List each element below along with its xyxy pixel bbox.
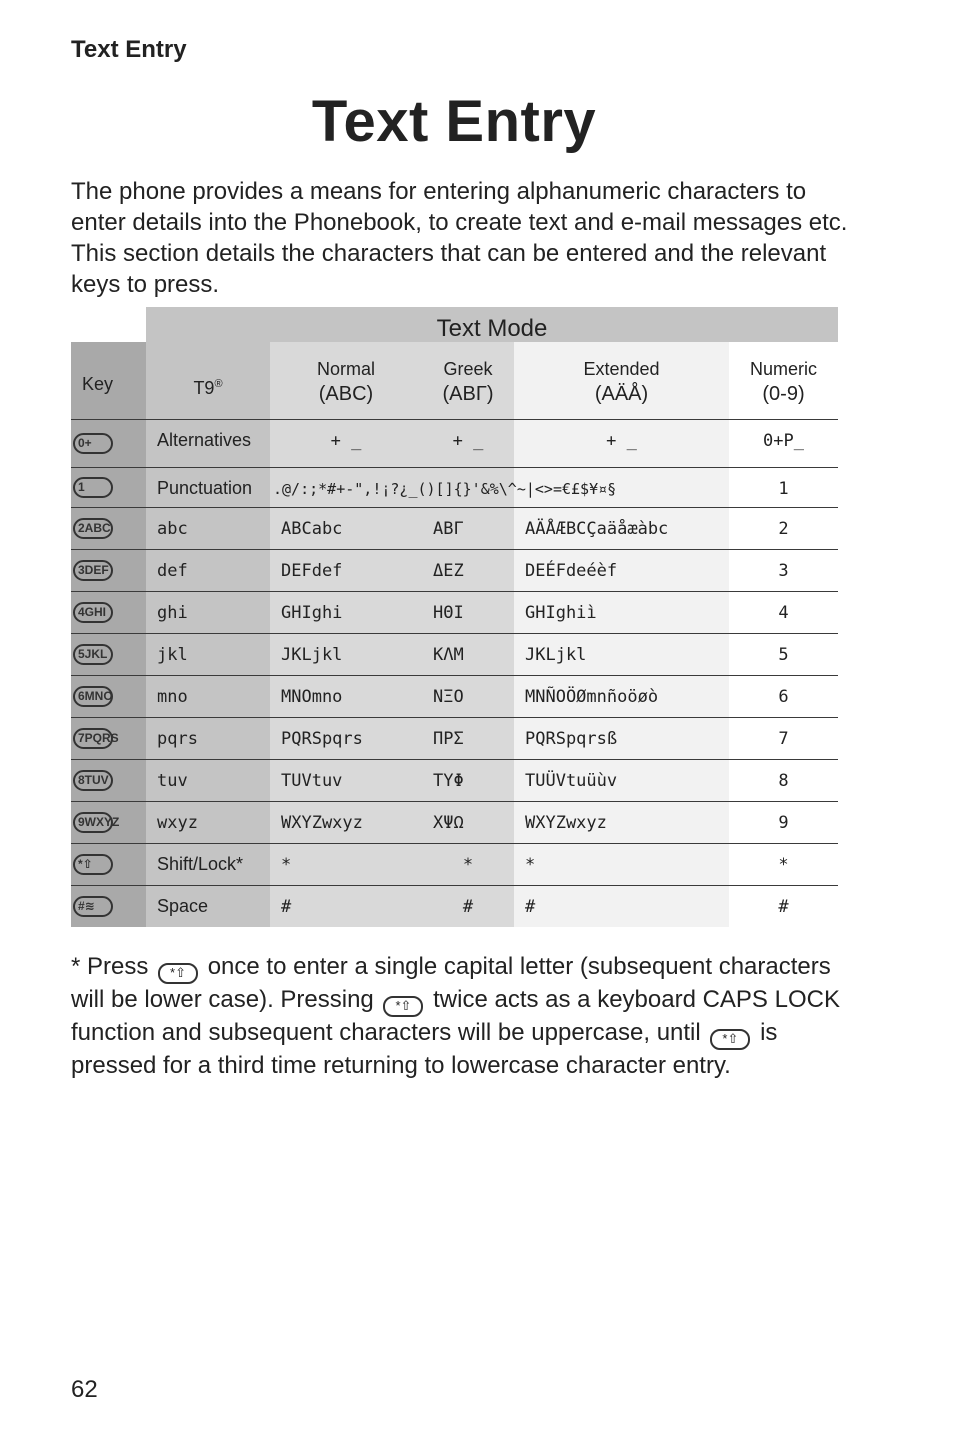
row-rule — [71, 885, 838, 886]
numeric-cell: # — [729, 885, 838, 927]
key-cell — [71, 633, 146, 675]
key-cell — [71, 419, 146, 467]
table-row — [71, 633, 838, 675]
row-rule — [71, 419, 838, 420]
row-rule — [71, 675, 838, 676]
normal-cell: MNOmno — [270, 675, 422, 717]
header-extended — [514, 342, 729, 419]
t9-cell: jkl — [146, 633, 270, 675]
header-greek-sub: (ΑΒΓ) — [442, 383, 494, 405]
table-row — [71, 419, 838, 467]
t9-cell: def — [146, 549, 270, 591]
table-row — [71, 717, 838, 759]
numeric-cell: * — [729, 843, 838, 885]
table-row — [71, 507, 838, 549]
t9-cell: tuv — [146, 759, 270, 801]
numeric-cell: 9 — [729, 801, 838, 843]
normal-cell: JKLjkl — [270, 633, 422, 675]
t9-cell: Alternatives — [146, 419, 270, 467]
key-cell — [71, 717, 146, 759]
header-t9 — [146, 342, 270, 419]
table-row — [71, 675, 838, 717]
star-shift-key-icon: *⇧ — [158, 963, 198, 984]
key-cell — [71, 467, 146, 507]
phone-key-icon: 8TUV — [73, 770, 113, 791]
page-number: 62 — [71, 1376, 98, 1403]
phone-key-icon: 5JKL — [73, 644, 113, 665]
t9-cell: Space — [146, 885, 270, 927]
extended-cell: PQRSpqrsß — [514, 717, 729, 759]
key-cell — [71, 549, 146, 591]
normal-cell: ABCabc — [270, 507, 422, 549]
punctuation-cell: .@/:;*#+-",!¡?¿_()[]{}'&%\^~|<>=€£$¥¤§ — [270, 467, 729, 507]
header-numeric-label: Numeric — [749, 359, 817, 379]
extended-cell: GHIghiì — [514, 591, 729, 633]
footnote-part1: * Press — [71, 953, 149, 980]
phone-key-icon: 7PQRS — [73, 728, 113, 749]
greek-cell: * — [422, 843, 514, 885]
star-shift-key-icon: *⇧ — [383, 996, 423, 1017]
header-extended-sub: (AÄÅ) — [594, 383, 649, 405]
header-t9-label: T9 — [193, 378, 215, 398]
numeric-cell: 8 — [729, 759, 838, 801]
table-row — [71, 843, 838, 885]
greek-cell: ΧΨΩ — [422, 801, 514, 843]
page-title: Text Entry — [311, 89, 597, 154]
numeric-cell: 1 — [729, 467, 838, 507]
normal-cell: GHIghi — [270, 591, 422, 633]
t9-cell: Shift/Lock* — [146, 843, 270, 885]
phone-key-icon: 2ABC — [73, 518, 113, 539]
phone-key-icon: 3DEF — [73, 560, 113, 581]
key-cell — [71, 801, 146, 843]
greek-cell: ΗΘΙ — [422, 591, 514, 633]
extended-cell: # — [514, 885, 729, 927]
t9-cell: wxyz — [146, 801, 270, 843]
table-row — [71, 885, 838, 927]
phone-key-icon: 6MNO — [73, 686, 113, 707]
t9-cell: Punctuation — [146, 467, 270, 507]
row-rule — [71, 467, 838, 468]
row-rule — [71, 633, 838, 634]
table-row — [71, 467, 838, 507]
intro-paragraph: The phone provides a means for entering alphanumeric characters to enter details into the Phonebook, to create text and e-mail messages etc. This section details the characters that can be entered and the relevant keys to press. — [71, 178, 848, 298]
normal-cell: WXYZwxyz — [270, 801, 422, 843]
row-rule — [71, 591, 838, 592]
row-rule — [71, 801, 838, 802]
header-greek — [422, 342, 514, 419]
extended-cell: JKLjkl — [514, 633, 729, 675]
header-key-label: Key — [82, 374, 114, 394]
greek-cell: ΚΛΜ — [422, 633, 514, 675]
header-normal-label: Normal — [316, 359, 375, 379]
footnote-part2: once to enter a single capital letter (subsequent characters will be lower case). Pressing — [71, 953, 831, 1013]
key-cell — [71, 885, 146, 927]
footnote — [71, 951, 861, 1081]
t9-cell: pqrs — [146, 717, 270, 759]
normal-cell: + _ — [270, 419, 422, 467]
row-rule — [71, 549, 838, 550]
header-normal-sub: (ABC) — [318, 383, 374, 405]
table-row — [71, 759, 838, 801]
extended-cell: MNÑOÖØmnñoöøò — [514, 675, 729, 717]
table-row — [71, 591, 838, 633]
running-head: Text Entry — [71, 36, 187, 63]
greek-cell: ΑΒΓ — [422, 507, 514, 549]
greek-cell: # — [422, 885, 514, 927]
greek-cell: ΝΞΟ — [422, 675, 514, 717]
row-rule — [71, 717, 838, 718]
t9-cell: ghi — [146, 591, 270, 633]
normal-cell: PQRSpqrs — [270, 717, 422, 759]
phone-key-icon: #≋ — [73, 896, 113, 917]
header-greek-label: Greek — [443, 359, 493, 379]
key-cell — [71, 675, 146, 717]
numeric-cell: 5 — [729, 633, 838, 675]
greek-cell: ΔΕΖ — [422, 549, 514, 591]
numeric-cell: 2 — [729, 507, 838, 549]
key-cell — [71, 591, 146, 633]
phone-key-icon: 1 — [73, 477, 113, 498]
extended-cell: WXYZwxyz — [514, 801, 729, 843]
key-cell — [71, 759, 146, 801]
phone-key-icon: 0+ — [73, 433, 113, 454]
numeric-cell: 4 — [729, 591, 838, 633]
normal-cell: TUVtuv — [270, 759, 422, 801]
normal-cell: * — [270, 843, 422, 885]
key-cell — [71, 843, 146, 885]
header-normal — [270, 342, 422, 419]
key-cell — [71, 507, 146, 549]
header-t9-sup: ® — [214, 378, 223, 390]
footnote-part4: is pressed for a third time returning to lowercase character entry. — [71, 1019, 778, 1079]
phone-key-icon: 4GHI — [73, 602, 113, 623]
numeric-cell: 3 — [729, 549, 838, 591]
footnote-part3: twice acts as a keyboard CAPS LOCK function and subsequent characters will be uppercase, until — [71, 986, 840, 1046]
extended-cell: * — [514, 843, 729, 885]
greek-cell: ΠΡΣ — [422, 717, 514, 759]
table-caption: Text Mode — [146, 307, 838, 342]
table-caption-row — [71, 307, 838, 342]
row-rule — [71, 759, 838, 760]
numeric-cell: 0+P_ — [729, 419, 838, 467]
t9-cell: abc — [146, 507, 270, 549]
table-row — [71, 801, 838, 843]
t9-cell: mno — [146, 675, 270, 717]
row-rule — [71, 507, 838, 508]
table-body — [71, 419, 838, 927]
greek-cell: + _ — [422, 419, 514, 467]
header-key — [71, 342, 146, 419]
numeric-cell: 6 — [729, 675, 838, 717]
extended-cell: AÄÅÆBCÇaäåæàbc — [514, 507, 729, 549]
header-numeric — [729, 342, 838, 419]
header-extended-label: Extended — [583, 359, 660, 379]
extended-cell: + _ — [514, 419, 729, 467]
phone-key-icon: 9WXYZ — [73, 812, 113, 833]
text-mode-table — [71, 307, 838, 927]
extended-cell: DEÉFdeéèf — [514, 549, 729, 591]
table-row — [71, 549, 838, 591]
phone-key-icon: *⇧ — [73, 854, 113, 875]
normal-cell: # — [270, 885, 422, 927]
row-rule — [71, 843, 838, 844]
greek-cell: ΤΥΦ — [422, 759, 514, 801]
star-shift-key-icon: *⇧ — [710, 1029, 750, 1050]
extended-cell: TUÜVtuüùv — [514, 759, 729, 801]
table-header-row — [71, 342, 838, 419]
normal-cell: DEFdef — [270, 549, 422, 591]
header-numeric-sub: (0-9) — [762, 383, 805, 405]
numeric-cell: 7 — [729, 717, 838, 759]
